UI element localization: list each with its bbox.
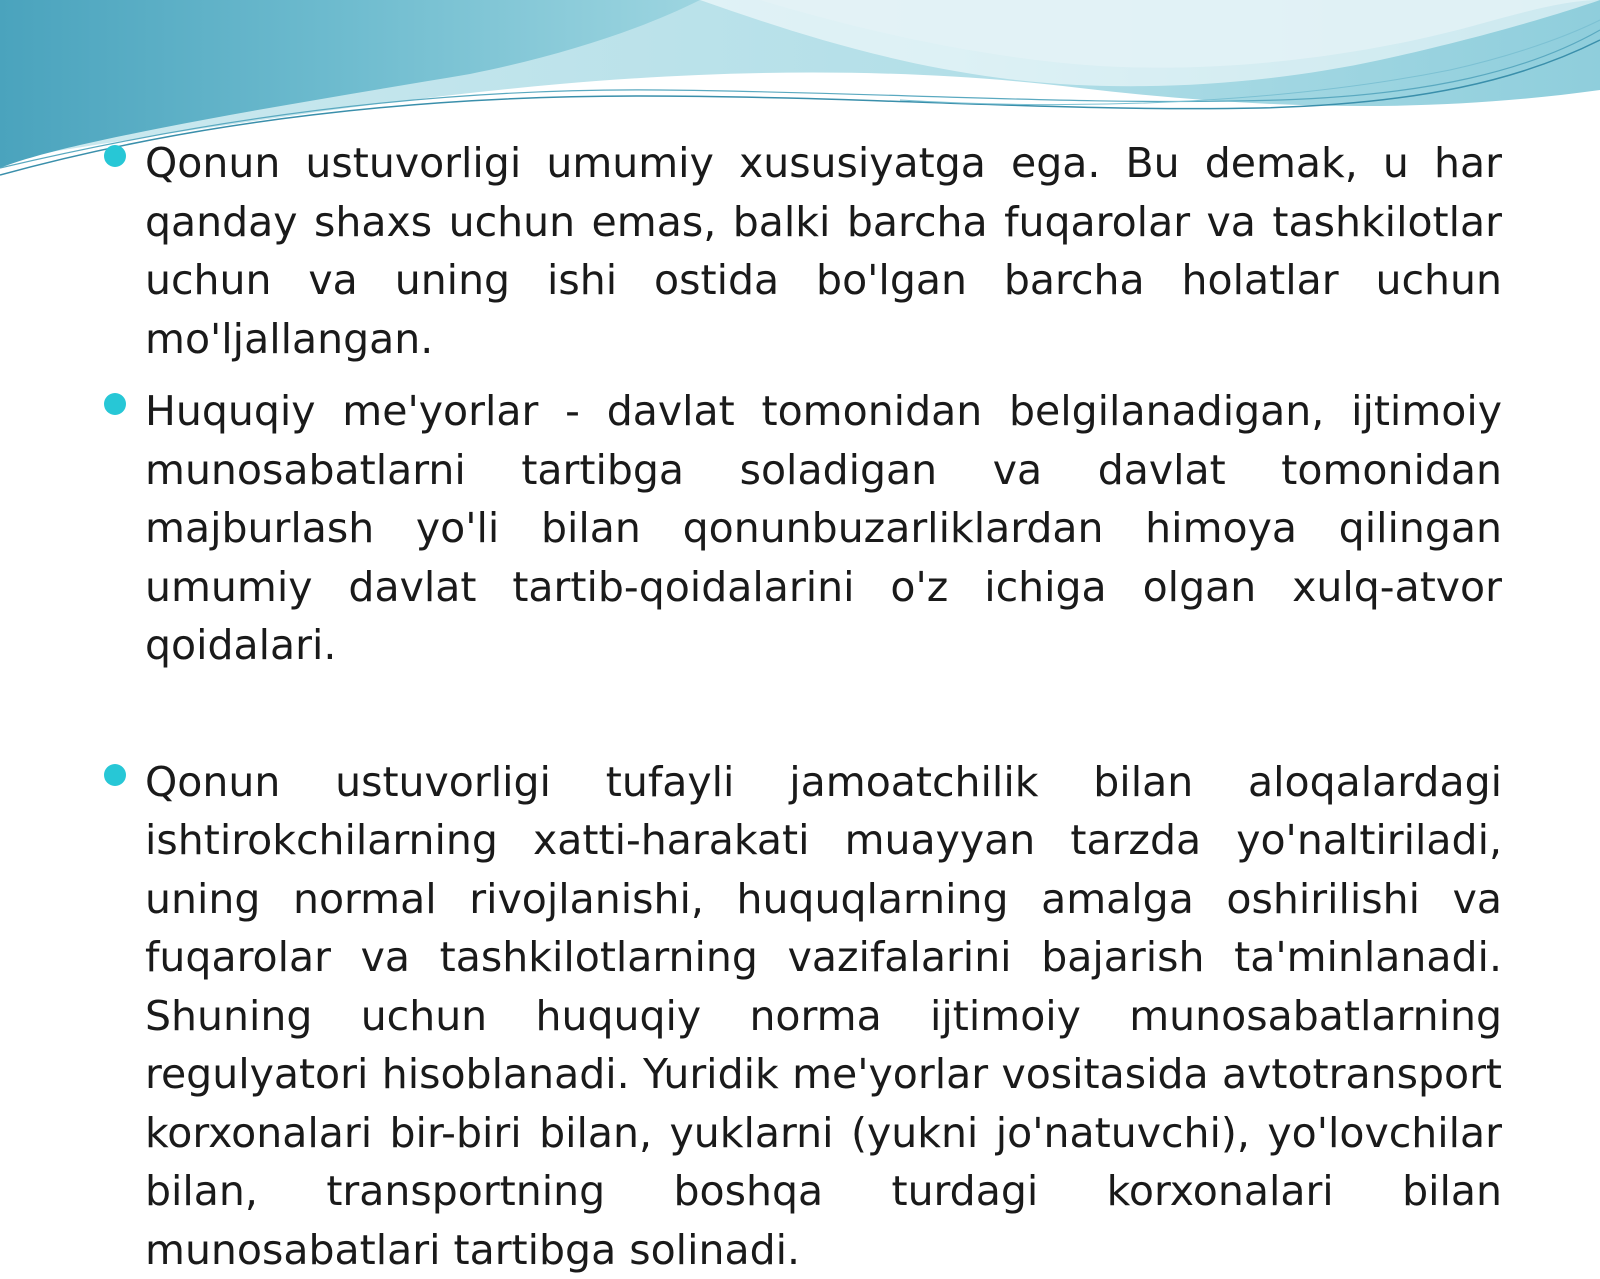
bullet-dot-icon xyxy=(104,393,126,415)
bullet-text-1: Qonun ustuvorligi umumiy xususiyatga ega. Bu demak, u har qanday shaxs uchun emas, balki barcha fuqarolar va tashkilotlar uchun va uning ishi ostida bo'lgan barcha holatlar uchun mo'ljallangan. xyxy=(145,139,1502,363)
bullet-text-2: Huquqiy me'yorlar - davlat tomonidan belgilanadigan, ijtimoiy munosabatlarni tartibga soladigan va davlat tomonidan majburlash yo'li bilan qonunbuzarliklardan himoya qilingan umumiy davlat tartib-qoidalarini o'z ichiga olgan xulq-atvor qoidalari. xyxy=(145,387,1502,669)
bullet-dot-icon xyxy=(104,145,126,167)
bullet-dot-icon xyxy=(104,764,126,786)
bullet-item-2 xyxy=(104,382,1502,675)
bullet-item-3 xyxy=(104,753,1502,1279)
bullet-item-1 xyxy=(104,134,1502,368)
bullet-list xyxy=(104,134,1502,1279)
bullet-text-3: Qonun ustuvorligi tufayli jamoatchilik bilan aloqalardagi ishtirokchilarning xatti-harakati muayyan tarzda yo'naltiriladi, uning normal rivojlanishi, huquqlarning amalga oshirilishi va fuqarolar va tashkilotlarning vazifalarini bajarish ta'minlanadi. Shuning uchun huquqiy norma ijtimoiy munosabatlarning regulyatori hisoblanadi. Yuridik me'yorlar vositasida avtotransport korxonalari bir-biri bilan, yuklarni (yukni jo'natuvchi), yo'lovchilar bilan, transportning boshqa turdagi korxonalari bilan munosabatlari tartibga solinadi. xyxy=(145,758,1502,1274)
